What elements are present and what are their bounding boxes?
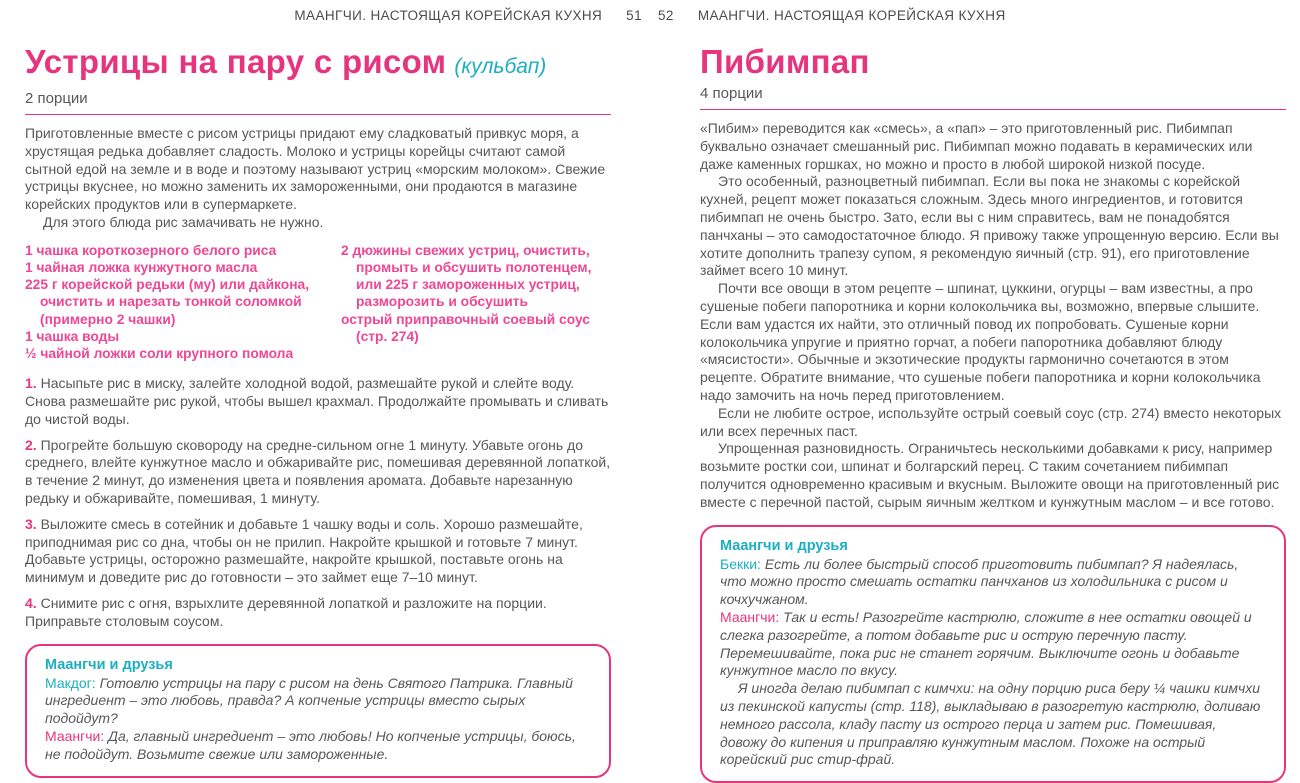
body-paragraph: Это особенный, разноцветный пибимпап. Если вы пока не знакомы с корейской кухней, рецепт может показаться сложным. Здесь много ингредиентов, и готовится пибимпап не очень быстро. Зато, если вы с ним справитесь, вам не понадобятся панчханы – это самодостаточное блюдо. Я привожу также упрощенную версию. Если вы хотите дополнить трапезу супом, я рекомендую яичный (стр. 91), его приготовление займет всего 10 минут. xyxy=(700,173,1279,279)
ingredient-item: 2 дюжины свежих устриц, очистить, промыть и обсушить полотенцем, или 225 г замороженных устриц, разморозить и обсушить xyxy=(341,242,592,310)
box-title: Маангчи и друзья xyxy=(720,537,848,554)
recipe-steps xyxy=(25,375,611,630)
body-paragraph: Упрощенная разновидность. Ограничьтесь несколькими добавками к рису, например возьмите ростки сои, шпинат и болгарский перец. С таким сочетанием пибимпап получится одновременно красивым и вкусным. Выложите овощи на приготовленный рис вместе с перечной пастой, сырым яичным желтком и кунжутным маслом – и все готово. xyxy=(700,440,1280,510)
step-paragraph: 3. Выложите смесь в сотейник и добавьте 1 чашку воды и соль. Хорошо размешайте, приподнимая рис со дна, чтобы он не прилип. Накройте крышкой и готовьте 7 минут. Добавьте устрицы, осторожно размешайте, накройте крышкой, поставьте огонь на минимум и доведите рис до готовности – это займет еще 7–10 минут. xyxy=(25,515,583,586)
book-spread xyxy=(0,38,1300,768)
recipe-title-oysters xyxy=(25,44,611,85)
ingredient-item: 225 г корейской редьки (му) или дайкона, очистить и нарезать тонкой соломкой (примерно 2 чашки) xyxy=(25,277,310,327)
page-numbers xyxy=(626,8,674,23)
maangchi-friends-box-right xyxy=(700,525,1286,783)
ingredient-item: 1 чашка короткозерного белого риса xyxy=(25,242,277,258)
step-number: 3. xyxy=(25,515,37,532)
recipe-title-text: Устрицы на пару с рисом xyxy=(25,43,447,80)
step-number: 1. xyxy=(25,375,37,392)
ingredients-list xyxy=(25,242,611,362)
ingredients-column-2 xyxy=(341,242,611,362)
right-page xyxy=(700,38,1286,768)
ingredient-item: 1 чашка воды xyxy=(25,328,120,344)
recipe-title-text: Пибимпап xyxy=(700,43,870,80)
left-page xyxy=(25,38,611,762)
step-paragraph: 4. Снимите рис с огня, взрыхлите деревянной лопаткой и разложите на порции. Приправьте столовым соусом. xyxy=(25,594,547,629)
running-header xyxy=(0,8,1300,23)
divider-rule xyxy=(700,109,1286,110)
ingredient-item: 1 чайная ложка кунжутного масла xyxy=(25,259,258,275)
dialog-speaker: Бекки: xyxy=(720,555,761,572)
recipe-title-bibimbap xyxy=(700,44,1286,80)
dialog-line: Маангчи: Так и есть! Разогрейте кастрюлю, сложите в нее остатки овощей и слегка разогрейте, а потом добавьте рис и острую перечную пасту. Перемешивайте, пока рис не станет горячим. Выключите огонь и добавьте кунжутное масло по вкусу. xyxy=(720,608,1252,679)
intro-paragraph: Для этого блюда рис замачивать не нужно. xyxy=(43,213,324,230)
step-paragraph: 1. Насыпьте рис в миску, залейте холодной водой, размешайте рукой и слейте воду. Снова размешайте рис рукой, чтобы вышел крахмал. Продолжайте промывать и сливать до чистой воды. xyxy=(25,375,609,427)
maangchi-friends-box-left xyxy=(25,644,611,778)
box-title: Маангчи и друзья xyxy=(45,656,173,673)
step-number: 2. xyxy=(25,436,37,453)
dialog-line: Я иногда делаю пибимпап с кимчхи: на одну порцию риса беру ¼ чашки кимчхи из пекинской капусты (стр. 118), выкладываю в разогретую кастрюлю, доливаю немного рассола, кладу пасту из острого перца и затем рис. Помешивая, довожу до кипения и приправляю кунжутным маслом. Похоже на острый корейский рис стир-фрай. xyxy=(720,680,1261,768)
step-paragraph: 2. Прогрейте большую сковороду на средне-сильном огне 1 минуту. Убавьте огонь до среднего, влейте кунжутное масло и обжаривайте рис, помешивая деревянной лопаткой, в течение 2 минут, до изменения цвета и появления аромата. Добавьте нарезанную редьку и обжаривайте, помешивая, 1 минуту. xyxy=(25,436,611,506)
body-paragraph: Если не любите острое, используйте острый соевый соус (стр. 274) вместо некоторых или всех перечных паст. xyxy=(700,404,1282,439)
dialog-line: Макдог: Готовлю устрицы на пару с рисом на день Святого Патрика. Главный ингредиент – это любовь, правда? А копченые устрицы вместо сырых подойдут? xyxy=(45,674,573,727)
servings-label: 4 порции xyxy=(700,85,763,102)
dialog-speaker: Макдог: xyxy=(45,674,96,691)
body-paragraph: Почти все овощи в этом рецепте – шпинат, цуккини, огурцы – вам известны, а про сушеные побеги папоротника и корни колокольчика вы, возможно, впервые слышите. Если вам удастся их найти, это отличный повод их попробовать. Сушеные корни колокольчика упругие и приятно горчат, а побеги папоротника добавляют блюду «мясистости». Обычные и экзотические продукты гармонично сочетаются в этом рецепте. Обратите внимание, что сушеные побеги папоротника и корни колокольчика надо замочить на ночь перед приготовлением. xyxy=(700,280,1261,403)
step-number: 4. xyxy=(25,594,37,611)
running-header-right-title: МААНГЧИ. НАСТОЯЩАЯ КОРЕЙСКАЯ КУХНЯ xyxy=(697,8,1006,23)
servings-label: 2 порции xyxy=(25,90,88,107)
divider-rule xyxy=(25,114,611,115)
intro-paragraph: Приготовленные вместе с рисом устрицы придают ему сладковатый привкус моря, а хрустящая редька добавляет сладость. Молоко и устрицы корейцы считают самой сытной едой на земле и в воде и поэтому называют устриц «морским молоком». Свежие устрицы вкуснее, но можно заменить их замороженными, они продаются в магазине корейских продуктов или в супермаркете. xyxy=(25,125,606,213)
body-paragraph: «Пибим» переводится как «смесь», а «пап» – это приготовленный рис. Пибимпап буквально означает смешанный рис. Пибимпап можно подавать в керамических или даже каменных горшках, но можно и просто в любой широкой низкой посуде. xyxy=(700,120,1253,172)
body-text xyxy=(700,120,1286,512)
ingredient-item: острый приправочный соевый соус (стр. 274) xyxy=(341,311,590,344)
ingredients-column-1 xyxy=(25,242,315,362)
dialog-left xyxy=(45,675,591,764)
dialog-speaker: Маангчи: xyxy=(45,727,105,744)
intro-text xyxy=(25,125,611,232)
running-header-left-title: МААНГЧИ. НАСТОЯЩАЯ КОРЕЙСКАЯ КУХНЯ xyxy=(294,8,603,23)
dialog-line: Бекки: Есть ли более быстрый способ приготовить пибимпап? Я надеялась, что можно просто смешать остатки панчханов из холодильника с рисом и кочхучжаном. xyxy=(720,555,1239,608)
page-number-right: 52 xyxy=(658,8,674,23)
dialog-line: Маангчи: Да, главный ингредиент – это любовь! Но копченые устрицы, боюсь, не подойдут. Возьмите свежие или замороженные. xyxy=(45,727,576,762)
dialog-right xyxy=(720,556,1266,770)
ingredient-item: ½ чайной ложки соли крупного помола xyxy=(25,346,294,361)
page-number-left: 51 xyxy=(626,8,642,23)
recipe-title-korean-name: (кульбап) xyxy=(454,55,547,78)
dialog-speaker: Маангчи: xyxy=(720,608,780,625)
